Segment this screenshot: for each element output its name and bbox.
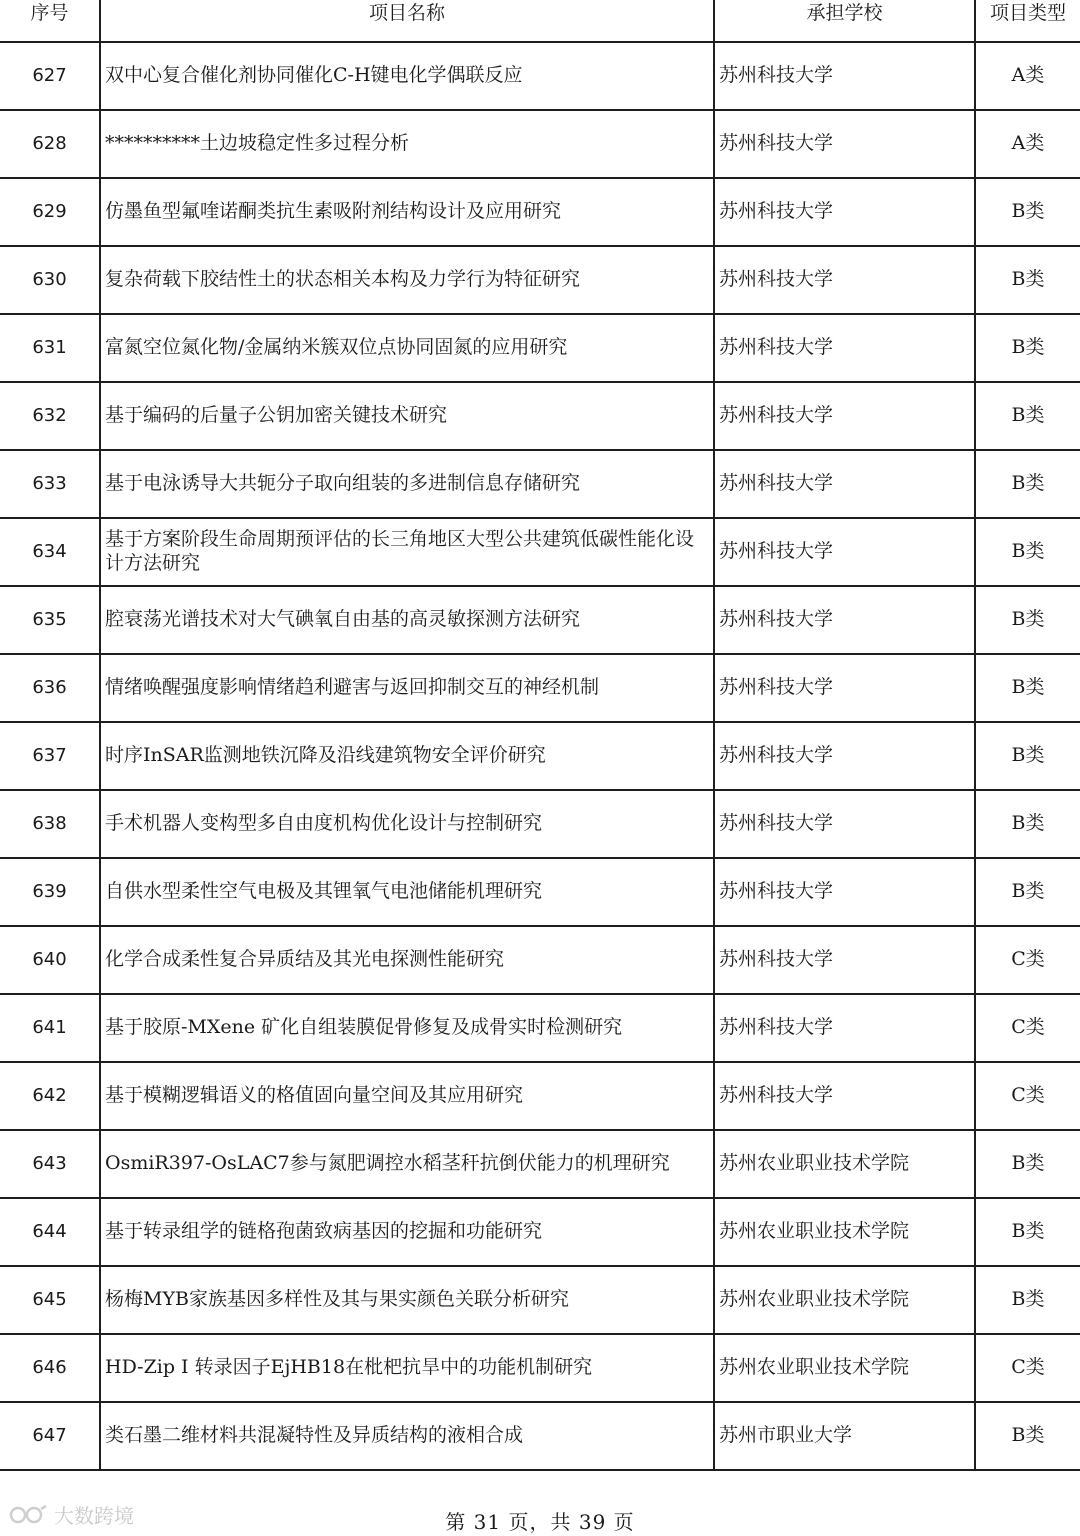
school-cell: 苏州科技大学 bbox=[714, 518, 975, 586]
project-name-cell: 基于电泳诱导大共轭分子取向组装的多进制信息存储研究 bbox=[100, 450, 714, 518]
serial-number-cell: 641 bbox=[0, 994, 100, 1062]
project-name-cell: 基于编码的后量子公钥加密关键技术研究 bbox=[100, 382, 714, 450]
school-cell: 苏州科技大学 bbox=[714, 790, 975, 858]
serial-number-cell: 638 bbox=[0, 790, 100, 858]
table-row bbox=[0, 722, 1080, 790]
project-name-cell: 富氮空位氮化物/金属纳米簇双位点协同固氮的应用研究 bbox=[100, 314, 714, 382]
project-name-cell: **********土边坡稳定性多过程分析 bbox=[100, 110, 714, 178]
project-type-cell: B类 bbox=[975, 314, 1080, 382]
table-row bbox=[0, 1062, 1080, 1130]
school-cell: 苏州科技大学 bbox=[714, 450, 975, 518]
table-row bbox=[0, 178, 1080, 246]
serial-number-cell: 627 bbox=[0, 42, 100, 110]
project-type-cell: B类 bbox=[975, 450, 1080, 518]
project-name-cell: 基于模糊逻辑语义的格值固向量空间及其应用研究 bbox=[100, 1062, 714, 1130]
table-row bbox=[0, 994, 1080, 1062]
serial-number-cell: 639 bbox=[0, 858, 100, 926]
serial-number-cell: 640 bbox=[0, 926, 100, 994]
school-cell: 苏州科技大学 bbox=[714, 314, 975, 382]
school-cell: 苏州科技大学 bbox=[714, 246, 975, 314]
school-cell: 苏州科技大学 bbox=[714, 178, 975, 246]
serial-number-cell: 633 bbox=[0, 450, 100, 518]
school-cell: 苏州农业职业技术学院 bbox=[714, 1266, 975, 1334]
project-name-cell: 基于转录组学的链格孢菌致病基因的挖掘和功能研究 bbox=[100, 1198, 714, 1266]
header-school: 承担学校 bbox=[714, 0, 975, 42]
school-cell: 苏州科技大学 bbox=[714, 586, 975, 654]
school-cell: 苏州科技大学 bbox=[714, 382, 975, 450]
school-cell: 苏州农业职业技术学院 bbox=[714, 1334, 975, 1402]
school-cell: 苏州科技大学 bbox=[714, 722, 975, 790]
table-row bbox=[0, 382, 1080, 450]
page-number-footer: 第 31 页，共 39 页 bbox=[445, 1510, 635, 1534]
school-cell: 苏州科技大学 bbox=[714, 42, 975, 110]
watermark-text: 大数跨境 bbox=[54, 1504, 134, 1528]
project-name-cell: 基于方案阶段生命周期预评估的长三角地区大型公共建筑低碳性能化设计方法研究 bbox=[100, 518, 714, 586]
school-cell: 苏州科技大学 bbox=[714, 994, 975, 1062]
project-name-cell: HD-Zip Ⅰ 转录因子EjHB18在枇杷抗旱中的功能机制研究 bbox=[100, 1334, 714, 1402]
header-serial-number: 序号 bbox=[0, 0, 100, 42]
table-row bbox=[0, 450, 1080, 518]
project-type-cell: B类 bbox=[975, 722, 1080, 790]
serial-number-cell: 637 bbox=[0, 722, 100, 790]
project-type-cell: B类 bbox=[975, 586, 1080, 654]
table-row bbox=[0, 1334, 1080, 1402]
project-type-cell: B类 bbox=[975, 246, 1080, 314]
project-type-cell: B类 bbox=[975, 382, 1080, 450]
project-name-cell: 仿墨鱼型氟喹诺酮类抗生素吸附剂结构设计及应用研究 bbox=[100, 178, 714, 246]
project-type-cell: B类 bbox=[975, 178, 1080, 246]
table-row bbox=[0, 1198, 1080, 1266]
serial-number-cell: 629 bbox=[0, 178, 100, 246]
project-name-cell: 时序InSAR监测地铁沉降及沿线建筑物安全评价研究 bbox=[100, 722, 714, 790]
table-body bbox=[0, 42, 1080, 1470]
table-row bbox=[0, 1130, 1080, 1198]
project-type-cell: B类 bbox=[975, 1198, 1080, 1266]
school-cell: 苏州农业职业技术学院 bbox=[714, 1198, 975, 1266]
header-project-name: 项目名称 bbox=[100, 0, 714, 42]
serial-number-cell: 632 bbox=[0, 382, 100, 450]
serial-number-cell: 636 bbox=[0, 654, 100, 722]
project-type-cell: B类 bbox=[975, 518, 1080, 586]
serial-number-cell: 642 bbox=[0, 1062, 100, 1130]
serial-number-cell: 643 bbox=[0, 1130, 100, 1198]
project-type-cell: B类 bbox=[975, 1402, 1080, 1470]
project-type-cell: B类 bbox=[975, 654, 1080, 722]
project-name-cell: 双中心复合催化剂协同催化C-H键电化学偶联反应 bbox=[100, 42, 714, 110]
serial-number-cell: 628 bbox=[0, 110, 100, 178]
table-row bbox=[0, 858, 1080, 926]
school-cell: 苏州科技大学 bbox=[714, 1062, 975, 1130]
project-type-cell: C类 bbox=[975, 994, 1080, 1062]
project-name-cell: 情绪唤醒强度影响情绪趋利避害与返回抑制交互的神经机制 bbox=[100, 654, 714, 722]
project-type-cell: C类 bbox=[975, 1334, 1080, 1402]
table-header bbox=[0, 0, 1080, 42]
serial-number-cell: 647 bbox=[0, 1402, 100, 1470]
serial-number-cell: 630 bbox=[0, 246, 100, 314]
table-row bbox=[0, 110, 1080, 178]
serial-number-cell: 644 bbox=[0, 1198, 100, 1266]
school-cell: 苏州科技大学 bbox=[714, 858, 975, 926]
school-cell: 苏州市职业大学 bbox=[714, 1402, 975, 1470]
header-project-type: 项目类型 bbox=[975, 0, 1080, 42]
project-name-cell: 化学合成柔性复合异质结及其光电探测性能研究 bbox=[100, 926, 714, 994]
table-row bbox=[0, 926, 1080, 994]
table-row bbox=[0, 314, 1080, 382]
project-type-cell: C类 bbox=[975, 926, 1080, 994]
school-cell: 苏州农业职业技术学院 bbox=[714, 1130, 975, 1198]
project-name-cell: OsmiR397-OsLAC7参与氮肥调控水稻茎秆抗倒伏能力的机理研究 bbox=[100, 1130, 714, 1198]
table-row bbox=[0, 42, 1080, 110]
table-row bbox=[0, 654, 1080, 722]
project-type-cell: C类 bbox=[975, 1062, 1080, 1130]
serial-number-cell: 646 bbox=[0, 1334, 100, 1402]
serial-number-cell: 635 bbox=[0, 586, 100, 654]
serial-number-cell: 631 bbox=[0, 314, 100, 382]
project-name-cell: 基于胶原-MXene 矿化自组装膜促骨修复及成骨实时检测研究 bbox=[100, 994, 714, 1062]
project-type-cell: B类 bbox=[975, 1266, 1080, 1334]
table-row bbox=[0, 586, 1080, 654]
project-name-cell: 复杂荷载下胶结性土的状态相关本构及力学行为特征研究 bbox=[100, 246, 714, 314]
school-cell: 苏州科技大学 bbox=[714, 654, 975, 722]
project-name-cell: 自供水型柔性空气电极及其锂氧气电池储能机理研究 bbox=[100, 858, 714, 926]
table-row bbox=[0, 246, 1080, 314]
table-row bbox=[0, 790, 1080, 858]
project-type-cell: A类 bbox=[975, 110, 1080, 178]
table-row bbox=[0, 1402, 1080, 1470]
table-row bbox=[0, 1266, 1080, 1334]
serial-number-cell: 634 bbox=[0, 518, 100, 586]
serial-number-cell: 645 bbox=[0, 1266, 100, 1334]
header-row bbox=[0, 0, 1080, 42]
project-name-cell: 腔衰荡光谱技术对大气碘氧自由基的高灵敏探测方法研究 bbox=[100, 586, 714, 654]
project-name-cell: 手术机器人变构型多自由度机构优化设计与控制研究 bbox=[100, 790, 714, 858]
project-type-cell: B类 bbox=[975, 858, 1080, 926]
school-cell: 苏州科技大学 bbox=[714, 926, 975, 994]
project-name-cell: 类石墨二维材料共混凝特性及异质结构的液相合成 bbox=[100, 1402, 714, 1470]
project-name-cell: 杨梅MYB家族基因多样性及其与果实颜色关联分析研究 bbox=[100, 1266, 714, 1334]
school-cell: 苏州科技大学 bbox=[714, 110, 975, 178]
project-type-cell: B类 bbox=[975, 790, 1080, 858]
project-type-cell: A类 bbox=[975, 42, 1080, 110]
table-row bbox=[0, 518, 1080, 586]
project-type-cell: B类 bbox=[975, 1130, 1080, 1198]
